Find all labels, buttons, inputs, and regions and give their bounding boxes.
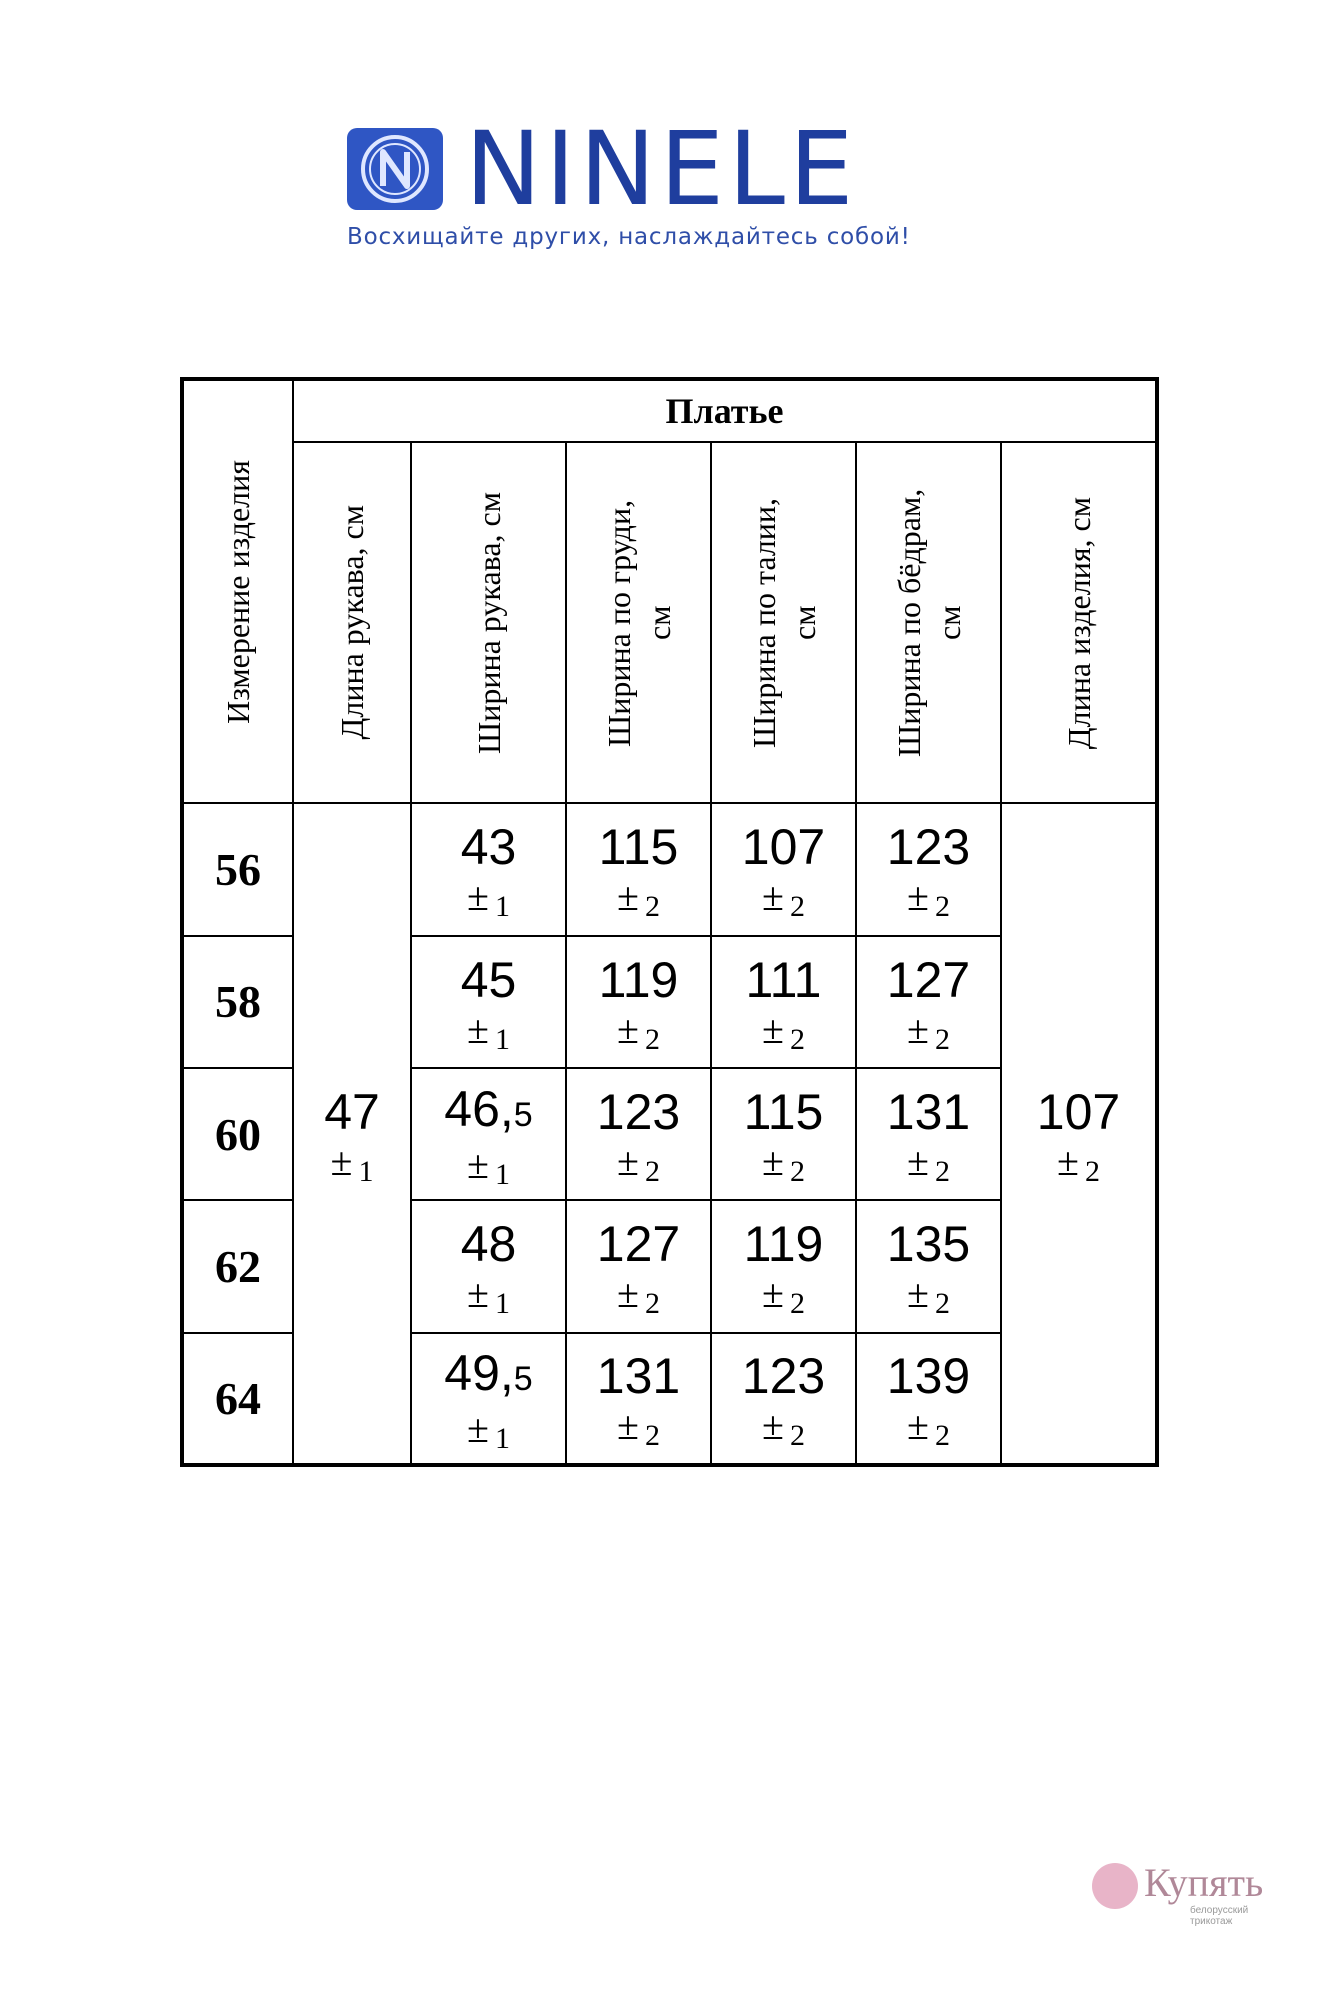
column-header-label: Длина рукава, см [334, 505, 370, 740]
column-header-6 [1001, 442, 1157, 803]
cell-value: 119 [743, 1216, 824, 1273]
cell-tolerance: ± 2 [617, 1139, 660, 1189]
brand-logo [345, 110, 995, 260]
sleeve-length-cell [293, 803, 411, 1465]
cell-value: 139 [886, 1348, 971, 1405]
watermark-logo-icon [1092, 1863, 1138, 1909]
cell-tolerance: ± 2 [907, 1403, 950, 1453]
cell-tolerance: ± 2 [907, 1271, 950, 1321]
cell-value: 49,5 [444, 1345, 533, 1402]
cell-tolerance: ± 2 [907, 874, 950, 924]
cell-value: 115 [743, 1084, 824, 1141]
size-cell: 58 [182, 936, 293, 1068]
waist-width-cell [711, 1333, 856, 1465]
cell-tolerance: ± 2 [762, 874, 805, 924]
cell-tolerance: ± 2 [907, 1006, 950, 1056]
sleeve-width-cell [411, 936, 566, 1068]
cell-value: 46,5 [444, 1081, 533, 1138]
size-cell: 60 [182, 1068, 293, 1200]
cell-tolerance: ± 1 [467, 1006, 510, 1056]
brand-tagline: Восхищайте других, наслаждайтесь собой! [347, 224, 911, 250]
column-header-1 [293, 442, 411, 803]
chest-width-cell [566, 1068, 711, 1200]
cell-value: 45 [460, 951, 517, 1008]
cell-tolerance: ± 1 [467, 1271, 510, 1321]
row-header-cell [182, 379, 293, 803]
column-header-row [182, 442, 1157, 803]
logo-emblem-icon [345, 126, 445, 212]
column-header-label: Ширина по талии, см [745, 497, 822, 748]
row-header-label: Измерение изделия [220, 459, 256, 724]
hips-width-cell [856, 1333, 1001, 1465]
brand-name: NINELE [465, 110, 858, 229]
column-header-label: Длина изделия, см [1060, 496, 1097, 749]
sleeve-width-cell [411, 1333, 566, 1465]
cell-value: 48 [460, 1216, 517, 1273]
column-header-label: Ширина рукава, см [470, 491, 507, 754]
column-header-label: Ширина по груди, см [600, 499, 677, 747]
cell-tolerance: ± 2 [762, 1271, 805, 1321]
watermark-text: Купять [1144, 1860, 1264, 1905]
cell-tolerance: ± 2 [617, 874, 660, 924]
cell-value: 131 [886, 1084, 971, 1141]
cell-value: 127 [886, 951, 971, 1008]
watermark [1092, 1855, 1292, 1925]
column-header-label: Ширина по бёдрам, см [890, 488, 967, 757]
product-length-cell [1001, 803, 1157, 1465]
cell-tolerance: ± 2 [762, 1403, 805, 1453]
waist-width-cell [711, 936, 856, 1068]
cell-tolerance: ± 2 [1057, 1138, 1100, 1188]
table-title: Платье [293, 379, 1157, 442]
hips-width-cell [856, 936, 1001, 1068]
cell-tolerance: ± 1 [467, 1142, 510, 1192]
cell-value: 135 [886, 1216, 971, 1273]
cell-value: 127 [596, 1216, 681, 1273]
column-header-2 [411, 442, 566, 803]
sleeve-width-cell [411, 1200, 566, 1332]
chest-width-cell [566, 1200, 711, 1332]
size-cell: 56 [182, 803, 293, 935]
cell-value: 107 [1036, 1083, 1121, 1140]
cell-value: 123 [741, 1348, 826, 1405]
cell-value: 131 [596, 1348, 681, 1405]
cell-value: 47 [324, 1083, 380, 1140]
chest-width-cell [566, 803, 711, 935]
hips-width-cell [856, 803, 1001, 935]
hips-width-cell [856, 1200, 1001, 1332]
cell-value: 111 [745, 951, 822, 1008]
column-header-4 [711, 442, 856, 803]
table-row [182, 803, 1157, 935]
cell-tolerance: ± 2 [617, 1271, 660, 1321]
cell-value: 43 [460, 819, 517, 876]
cell-tolerance: ± 2 [617, 1006, 660, 1056]
column-header-5 [856, 442, 1001, 803]
cell-value: 123 [596, 1084, 681, 1141]
cell-value: 123 [886, 819, 971, 876]
cell-tolerance: ± 2 [762, 1006, 805, 1056]
cell-tolerance: ± 2 [762, 1139, 805, 1189]
size-table [180, 377, 1159, 1467]
cell-tolerance: ± 1 [330, 1138, 374, 1188]
cell-value: 115 [598, 819, 679, 876]
cell-tolerance: ± 2 [617, 1403, 660, 1453]
cell-value: 107 [741, 819, 826, 876]
waist-width-cell [711, 803, 856, 935]
waist-width-cell [711, 1200, 856, 1332]
chest-width-cell [566, 1333, 711, 1465]
column-header-3 [566, 442, 711, 803]
chest-width-cell [566, 936, 711, 1068]
size-cell: 64 [182, 1333, 293, 1465]
sleeve-width-cell [411, 803, 566, 935]
watermark-subtext: белорусский трикотаж [1190, 1905, 1249, 1927]
cell-tolerance: ± 2 [907, 1139, 950, 1189]
size-cell: 62 [182, 1200, 293, 1332]
waist-width-cell [711, 1068, 856, 1200]
sleeve-width-cell [411, 1068, 566, 1200]
cell-value: 119 [598, 951, 679, 1008]
cell-tolerance: ± 1 [467, 1406, 510, 1456]
cell-tolerance: ± 1 [467, 874, 510, 924]
table-body [182, 803, 1157, 1465]
hips-width-cell [856, 1068, 1001, 1200]
